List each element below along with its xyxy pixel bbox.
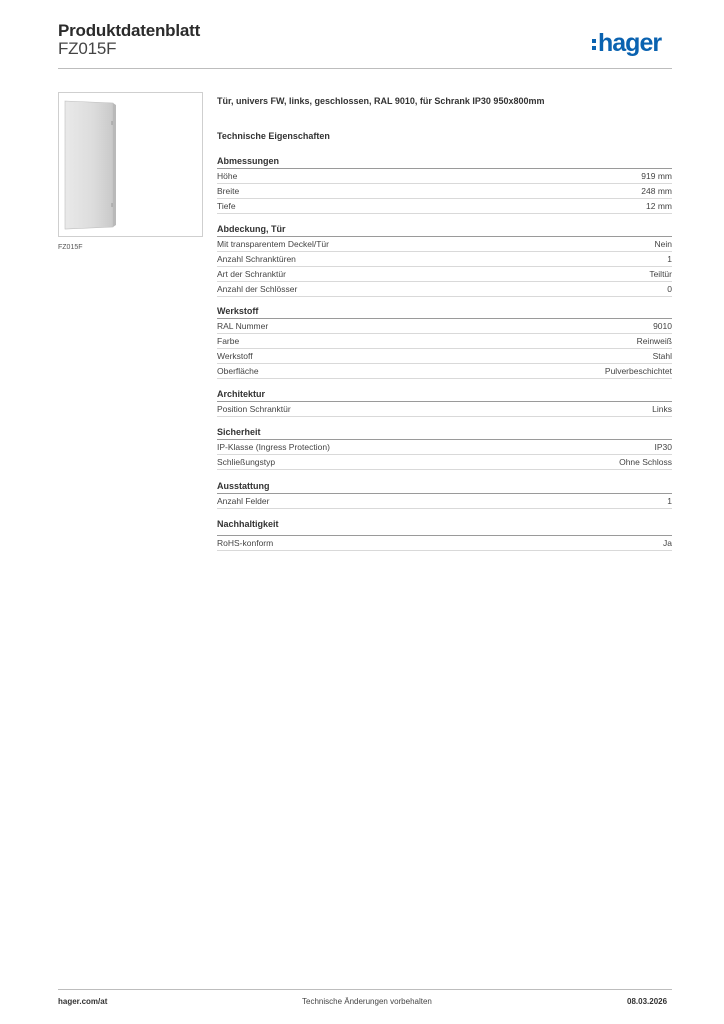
spec-section-title: Abmessungen <box>217 154 672 169</box>
spec-label: Anzahl der Schlösser <box>217 284 298 294</box>
spec-value: Nein <box>654 239 672 249</box>
spec-row <box>217 455 672 470</box>
spec-row <box>217 282 672 297</box>
spec-label: Anzahl Schranktüren <box>217 254 296 264</box>
footer-website-link[interactable]: hager.com/at <box>58 997 108 1006</box>
spec-value: 0 <box>667 284 672 294</box>
product-door-image <box>63 99 118 231</box>
spec-section-title: Ausstattung <box>217 479 672 494</box>
spec-row <box>217 199 672 214</box>
product-description: Tür, univers FW, links, geschlossen, RAL 9010, für Schrank IP30 950x800mm <box>217 96 545 106</box>
spec-row <box>217 440 672 455</box>
spec-section <box>217 304 672 379</box>
spec-section <box>217 479 672 509</box>
spec-row <box>217 252 672 267</box>
spec-value: 919 mm <box>641 171 672 181</box>
spec-section <box>217 154 672 214</box>
spec-value: Ja <box>663 538 672 548</box>
spec-value: 12 mm <box>646 201 672 211</box>
logo-dots-icon <box>592 39 596 50</box>
spec-value: IP30 <box>654 442 672 452</box>
spec-row <box>217 267 672 282</box>
header-divider <box>58 68 672 69</box>
spec-section-title: Architektur <box>217 387 672 402</box>
spec-label: Art der Schranktür <box>217 269 286 279</box>
spec-label: Oberfläche <box>217 366 259 376</box>
spec-value: 9010 <box>653 321 672 331</box>
spec-label: Breite <box>217 186 240 196</box>
spec-section-title: Sicherheit <box>217 425 672 440</box>
spec-label: Höhe <box>217 171 238 181</box>
spec-value: Stahl <box>652 351 672 361</box>
spec-row <box>217 319 672 334</box>
spec-label: RoHS-konform <box>217 538 274 548</box>
spec-value: Ohne Schloss <box>619 457 672 467</box>
spec-row <box>217 536 672 551</box>
spec-section <box>217 518 672 551</box>
spec-value: 1 <box>667 254 672 264</box>
spec-label: Tiefe <box>217 201 236 211</box>
spec-section <box>217 425 672 470</box>
spec-value: Links <box>652 404 672 414</box>
spec-label: Position Schranktür <box>217 404 291 414</box>
spec-label: Farbe <box>217 336 240 346</box>
spec-section-title: Nachhaltigkeit <box>217 518 672 536</box>
spec-section-title: Werkstoff <box>217 304 672 319</box>
spec-row <box>217 349 672 364</box>
spec-row <box>217 402 672 417</box>
spec-row <box>217 334 672 349</box>
spec-section-title: Abdeckung, Tür <box>217 222 672 237</box>
footer-notice: Technische Änderungen vorbehalten <box>302 997 432 1006</box>
technical-properties-heading: Technische Eigenschaften <box>217 131 330 141</box>
spec-value: 1 <box>667 496 672 506</box>
page-title: Produktdatenblatt <box>58 21 201 40</box>
product-code: FZ015F <box>58 39 117 58</box>
spec-label: IP-Klasse (Ingress Protection) <box>217 442 330 452</box>
spec-value: Reinweiß <box>636 336 672 346</box>
spec-label: Anzahl Felder <box>217 496 270 506</box>
footer-divider <box>58 989 672 990</box>
footer-date: 08.03.2026 <box>627 997 668 1006</box>
spec-label: Werkstoff <box>217 351 253 361</box>
spec-row <box>217 237 672 252</box>
spec-label: Mit transparentem Deckel/Tür <box>217 239 329 249</box>
spec-value: 248 mm <box>641 186 672 196</box>
spec-section <box>217 387 672 417</box>
hager-logo <box>592 28 661 58</box>
spec-row <box>217 169 672 184</box>
logo-text: hager <box>598 28 662 57</box>
spec-value: Pulverbeschichtet <box>604 366 672 376</box>
spec-row <box>217 364 672 379</box>
spec-label: RAL Nummer <box>217 321 269 331</box>
spec-label: Schließungstyp <box>217 457 276 467</box>
spec-section <box>217 222 672 297</box>
spec-row <box>217 494 672 509</box>
spec-row <box>217 184 672 199</box>
spec-value: Teiltür <box>649 269 672 279</box>
image-caption: FZ015F <box>58 244 83 251</box>
